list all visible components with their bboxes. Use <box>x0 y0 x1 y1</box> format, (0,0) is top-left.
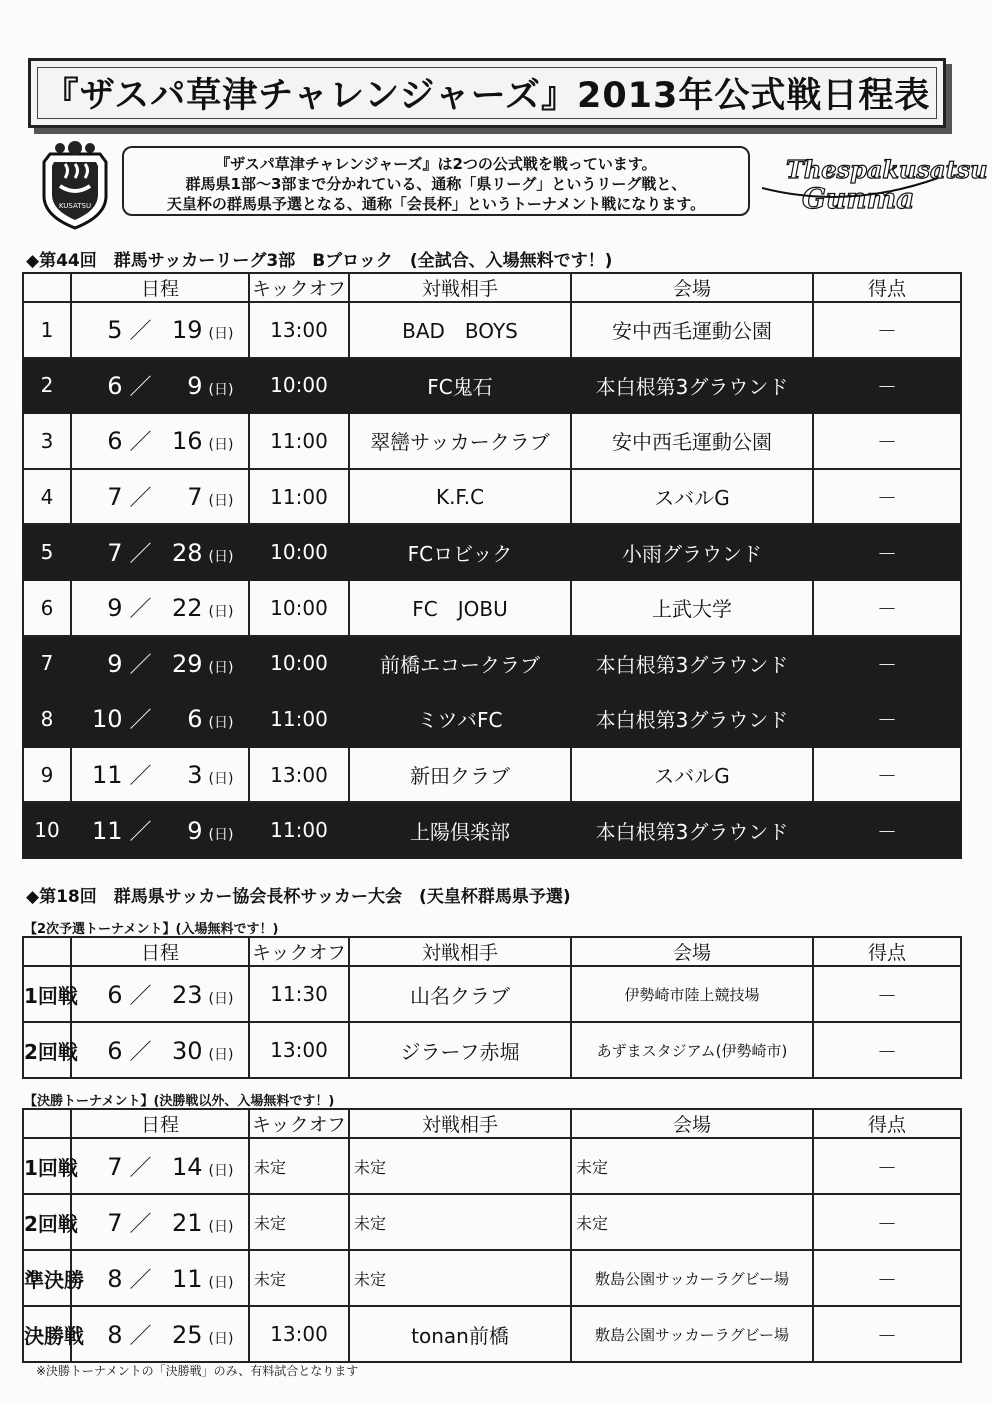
header-date: 日程 <box>71 937 249 966</box>
header-score: 得点 <box>813 937 961 966</box>
date-cell <box>71 636 249 692</box>
match-number: 2 <box>23 358 71 414</box>
score: － <box>813 1250 961 1306</box>
table-row <box>23 1022 961 1078</box>
day-of-week: (日) <box>208 659 234 676</box>
opponent: 新田クラブ <box>349 747 571 803</box>
date-cell <box>71 358 249 414</box>
league-title: ◆第44回 群馬サッカーリーグ3部 Bブロック (全試合、入場無料です！) <box>26 251 613 271</box>
date-separator: ／ <box>129 1267 152 1293</box>
match-number: 8 <box>23 691 71 747</box>
score: － <box>813 524 961 580</box>
opponent: tonan前橋 <box>349 1306 571 1362</box>
date-separator: ／ <box>129 1155 152 1181</box>
date-separator: ／ <box>129 486 152 512</box>
header-venue: 会場 <box>571 273 813 302</box>
cup-title: ◆第18回 群馬県サッカー協会長杯サッカー大会 (天皇杯群馬県予選) <box>26 887 571 907</box>
date-day: 25 <box>171 1320 203 1349</box>
match-number: 10 <box>23 802 71 858</box>
date-separator: ／ <box>129 541 152 567</box>
intro-line: 群馬県1部～3部まで分かれている、通称「県リーグ」というリーグ戦と、 <box>185 175 687 193</box>
round-label: 2回戦 <box>23 1194 71 1250</box>
score: － <box>813 580 961 636</box>
day-of-week: (日) <box>208 1046 234 1063</box>
date-separator: ／ <box>129 1039 152 1065</box>
date-day: 6 <box>187 705 203 734</box>
date-cell <box>71 966 249 1022</box>
round2-title: 【2次予選トーナメント】(入場無料です！) <box>24 922 279 937</box>
opponent: 前橋エコークラブ <box>349 636 571 692</box>
crest-icon <box>30 140 120 230</box>
kickoff-time: 未定 <box>249 1250 349 1306</box>
logo-line-2: Gunma <box>802 182 915 215</box>
header-kickoff: キックオフ <box>249 937 349 966</box>
venue: スバルG <box>571 469 813 525</box>
date-month: 9 <box>107 594 123 623</box>
round-label: 決勝戦 <box>23 1306 71 1362</box>
date-separator: ／ <box>129 819 152 845</box>
kickoff-time: 未定 <box>249 1194 349 1250</box>
kickoff-time: 13:00 <box>249 1306 349 1362</box>
table-row <box>23 524 961 580</box>
date-cell <box>71 747 249 803</box>
score: － <box>813 966 961 1022</box>
day-of-week: (日) <box>208 990 234 1007</box>
header-opponent: 対戦相手 <box>349 937 571 966</box>
score: － <box>813 802 961 858</box>
intro-line: 天皇杯の群馬県予選となる、通称「会長杯」というトーナメント戦になります。 <box>166 195 706 213</box>
match-number: 5 <box>23 524 71 580</box>
date-day: 29 <box>171 649 203 678</box>
round-label: 1回戦 <box>23 1138 71 1194</box>
opponent: 未定 <box>349 1250 571 1306</box>
match-number: 4 <box>23 469 71 525</box>
day-of-week: (日) <box>208 1218 234 1235</box>
table-header-row <box>23 1109 961 1138</box>
final-title: 【決勝トーナメント】(決勝戦以外、入場無料です！) <box>24 1094 335 1109</box>
page-title: 『ザスパ草津チャレンジャーズ』2013年公式戦日程表 <box>43 76 931 116</box>
kickoff-time: 10:00 <box>249 636 349 692</box>
kickoff-time: 10:00 <box>249 580 349 636</box>
date-separator: ／ <box>129 319 152 345</box>
date-month: 10 <box>91 705 123 734</box>
date-cell <box>71 413 249 469</box>
date-cell <box>71 1306 249 1362</box>
date-separator: ／ <box>129 374 152 400</box>
date-cell <box>71 1022 249 1078</box>
kickoff-time: 11:00 <box>249 469 349 525</box>
date-month: 11 <box>91 816 123 845</box>
day-of-week: (日) <box>208 604 234 621</box>
day-of-week: (日) <box>208 826 234 843</box>
date-month: 7 <box>107 538 123 567</box>
table-row <box>23 802 961 858</box>
kickoff-time: 11:00 <box>249 691 349 747</box>
table-row <box>23 358 961 414</box>
opponent: 上陽倶楽部 <box>349 802 571 858</box>
day-of-week: (日) <box>208 1162 234 1179</box>
date-month: 7 <box>107 483 123 512</box>
kickoff-time: 10:00 <box>249 358 349 414</box>
date-month: 11 <box>91 761 123 790</box>
score: － <box>813 358 961 414</box>
opponent: FCロビック <box>349 524 571 580</box>
date-month: 8 <box>107 1320 123 1349</box>
score: － <box>813 747 961 803</box>
table-row <box>23 1306 961 1362</box>
venue: 安中西毛運動公園 <box>571 302 813 358</box>
day-of-week: (日) <box>208 1330 234 1347</box>
kickoff-time: 13:00 <box>249 1022 349 1078</box>
date-month: 6 <box>107 1036 123 1065</box>
table-row <box>23 1194 961 1250</box>
date-month: 8 <box>107 1264 123 1293</box>
date-separator: ／ <box>129 430 152 456</box>
team-logo <box>758 148 988 218</box>
table-row <box>23 636 961 692</box>
header-date: 日程 <box>71 1109 249 1138</box>
score: － <box>813 469 961 525</box>
score: － <box>813 1194 961 1250</box>
date-cell <box>71 524 249 580</box>
header-no <box>23 1109 71 1138</box>
kickoff-time: 10:00 <box>249 524 349 580</box>
date-cell <box>71 691 249 747</box>
day-of-week: (日) <box>208 1274 234 1291</box>
intro-text-box <box>122 146 750 216</box>
date-cell <box>71 1194 249 1250</box>
title-banner <box>28 58 946 128</box>
score: － <box>813 636 961 692</box>
opponent: FC JOBU <box>349 580 571 636</box>
table-row <box>23 747 961 803</box>
date-day: 21 <box>171 1208 203 1237</box>
venue: 本白根第3グラウンド <box>571 636 813 692</box>
venue: あずまスタジアム(伊勢崎市) <box>571 1022 813 1078</box>
match-number: 3 <box>23 413 71 469</box>
opponent: 未定 <box>349 1194 571 1250</box>
date-separator: ／ <box>129 708 152 734</box>
day-of-week: (日) <box>208 437 234 454</box>
date-cell <box>71 802 249 858</box>
date-cell <box>71 302 249 358</box>
round2-schedule-table <box>22 936 962 1079</box>
venue: 敷島公園サッカーラグビー場 <box>571 1306 813 1362</box>
league-schedule-table <box>22 272 962 859</box>
round-label: 1回戦 <box>23 966 71 1022</box>
opponent: ジラーフ赤堀 <box>349 1022 571 1078</box>
table-row <box>23 1138 961 1194</box>
venue: 未定 <box>571 1194 813 1250</box>
date-day: 16 <box>171 427 203 456</box>
score: － <box>813 691 961 747</box>
opponent: K.F.C <box>349 469 571 525</box>
venue: 敷島公園サッカーラグビー場 <box>571 1250 813 1306</box>
table-row <box>23 1250 961 1306</box>
date-month: 9 <box>107 649 123 678</box>
date-separator: ／ <box>129 597 152 623</box>
score: － <box>813 1138 961 1194</box>
score: － <box>813 413 961 469</box>
opponent: FC鬼石 <box>349 358 571 414</box>
header-score: 得点 <box>813 273 961 302</box>
match-number: 7 <box>23 636 71 692</box>
header-kickoff: キックオフ <box>249 1109 349 1138</box>
table-row <box>23 580 961 636</box>
round-label: 準決勝 <box>23 1250 71 1306</box>
header-no <box>23 937 71 966</box>
venue: 本白根第3グラウンド <box>571 802 813 858</box>
venue: 伊勢崎市陸上競技場 <box>571 966 813 1022</box>
date-day: 3 <box>187 761 203 790</box>
date-day: 30 <box>171 1036 203 1065</box>
match-number: 1 <box>23 302 71 358</box>
kickoff-time: 11:30 <box>249 966 349 1022</box>
match-number: 6 <box>23 580 71 636</box>
date-day: 28 <box>171 538 203 567</box>
round-label: 2回戦 <box>23 1022 71 1078</box>
date-separator: ／ <box>129 1323 152 1349</box>
date-month: 6 <box>107 980 123 1009</box>
kickoff-time: 未定 <box>249 1138 349 1194</box>
logo-line-1: Thespakusatsu <box>786 155 988 184</box>
table-row <box>23 966 961 1022</box>
date-month: 6 <box>107 371 123 400</box>
table-row <box>23 691 961 747</box>
header-kickoff: キックオフ <box>249 273 349 302</box>
venue: 小雨グラウンド <box>571 524 813 580</box>
day-of-week: (日) <box>208 771 234 788</box>
opponent: 未定 <box>349 1138 571 1194</box>
date-cell <box>71 1138 249 1194</box>
venue: 未定 <box>571 1138 813 1194</box>
date-month: 7 <box>107 1208 123 1237</box>
venue: 本白根第3グラウンド <box>571 358 813 414</box>
opponent: 山名クラブ <box>349 966 571 1022</box>
date-day: 9 <box>187 816 203 845</box>
kickoff-time: 13:00 <box>249 302 349 358</box>
date-separator: ／ <box>129 983 152 1009</box>
score: － <box>813 1022 961 1078</box>
venue: スバルG <box>571 747 813 803</box>
kickoff-time: 11:00 <box>249 802 349 858</box>
opponent: BAD BOYS <box>349 302 571 358</box>
date-day: 9 <box>187 371 203 400</box>
date-separator: ／ <box>129 764 152 790</box>
date-cell <box>71 469 249 525</box>
date-day: 7 <box>187 483 203 512</box>
date-day: 11 <box>171 1264 203 1293</box>
venue: 上武大学 <box>571 580 813 636</box>
date-day: 14 <box>171 1152 203 1181</box>
crest-label: KUSATSU <box>58 202 92 210</box>
day-of-week: (日) <box>208 548 234 565</box>
date-month: 5 <box>107 316 123 345</box>
opponent: ミツバFC <box>349 691 571 747</box>
day-of-week: (日) <box>208 326 234 343</box>
date-cell <box>71 580 249 636</box>
header-venue: 会場 <box>571 1109 813 1138</box>
kickoff-time: 11:00 <box>249 413 349 469</box>
day-of-week: (日) <box>208 381 234 398</box>
day-of-week: (日) <box>208 493 234 510</box>
header-score: 得点 <box>813 1109 961 1138</box>
date-separator: ／ <box>129 1211 152 1237</box>
score: － <box>813 302 961 358</box>
date-day: 19 <box>171 316 203 345</box>
day-of-week: (日) <box>208 715 234 732</box>
header-date: 日程 <box>71 273 249 302</box>
date-month: 7 <box>107 1152 123 1181</box>
table-header-row <box>23 273 961 302</box>
table-row <box>23 413 961 469</box>
header-no <box>23 273 71 302</box>
table-row <box>23 302 961 358</box>
match-number: 9 <box>23 747 71 803</box>
header-opponent: 対戦相手 <box>349 1109 571 1138</box>
table-row <box>23 469 961 525</box>
opponent: 翠巒サッカークラブ <box>349 413 571 469</box>
header-venue: 会場 <box>571 937 813 966</box>
date-separator: ／ <box>129 652 152 678</box>
date-month: 6 <box>107 427 123 456</box>
table-header-row <box>23 937 961 966</box>
score: － <box>813 1306 961 1362</box>
date-cell <box>71 1250 249 1306</box>
venue: 安中西毛運動公園 <box>571 413 813 469</box>
intro-line: 『ザスパ草津チャレンジャーズ』は2つの公式戦を戦っています。 <box>215 155 657 173</box>
date-day: 22 <box>171 594 203 623</box>
header-opponent: 対戦相手 <box>349 273 571 302</box>
date-day: 23 <box>171 980 203 1009</box>
kickoff-time: 13:00 <box>249 747 349 803</box>
final-schedule-table <box>22 1108 962 1363</box>
venue: 本白根第3グラウンド <box>571 691 813 747</box>
footnote: ※決勝トーナメントの「決勝戦」のみ、有料試合となります <box>36 1364 359 1378</box>
